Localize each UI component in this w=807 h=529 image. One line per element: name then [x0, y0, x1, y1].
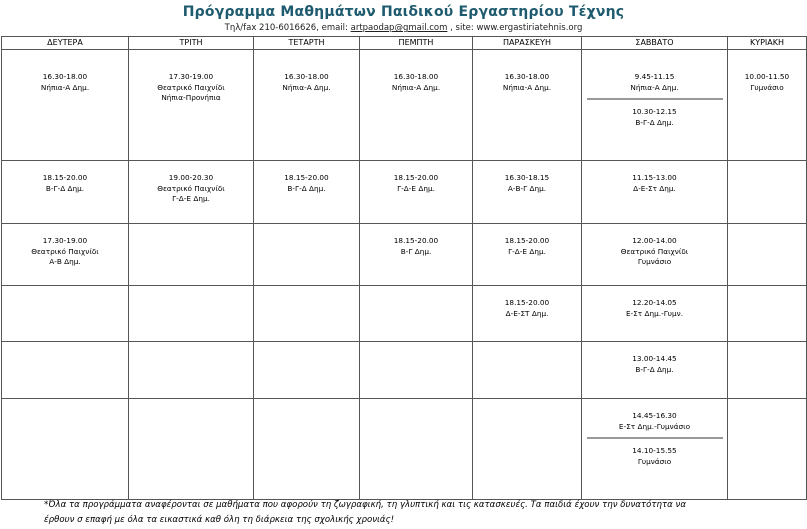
footnote [44, 498, 784, 528]
slot-label: Α-Β-Γ Δημ. [507, 183, 547, 193]
schedule-cell [360, 286, 473, 342]
schedule-cell [254, 50, 360, 161]
email-link[interactable]: artpaodap@gmail.com [350, 23, 448, 33]
schedule-cell [129, 286, 254, 342]
slot-time: 16.30-18.00 [42, 72, 88, 81]
schedule-cell [360, 399, 473, 500]
class-slot [360, 173, 472, 194]
schedule-row [2, 399, 807, 500]
class-slot [582, 446, 727, 467]
schedule-cell [728, 342, 807, 399]
day-header: ΠΑΡΑΣΚΕΥΗ [473, 37, 582, 50]
schedule-cell [129, 161, 254, 224]
schedule-cell [254, 286, 360, 342]
slot-label: Νήπια-Α Δημ. [40, 82, 90, 92]
schedule-cell [582, 286, 728, 342]
slot-label: Νήπια-Α Δημ. [282, 82, 331, 92]
slot-label: Ε-Στ Δημ.-Γυμν. [625, 308, 684, 318]
schedule-cell [582, 224, 728, 286]
schedule-cell [129, 342, 254, 399]
class-slot [254, 173, 359, 194]
schedule-cell [473, 342, 582, 399]
class-slot [473, 173, 581, 194]
slot-time: 18.15-20.00 [393, 236, 439, 245]
schedule-cell [360, 161, 473, 224]
slot-time: 14.10-15.55 [632, 446, 677, 455]
slot-label: Β-Γ-Δ Δημ. [635, 117, 674, 127]
class-slot [254, 72, 359, 93]
contact-line [0, 23, 807, 33]
schedule-cell [129, 399, 254, 500]
schedule-cell [2, 399, 129, 500]
slot-label: Νήπια-Α Δημ. [391, 82, 441, 92]
class-slot [582, 411, 727, 432]
slot-label: Θεατρικό Παιχνίδι [620, 246, 689, 256]
class-slot [582, 354, 727, 375]
slot-time: 18.15-20.00 [42, 173, 88, 182]
slot-label: Νήπια-Προνήπια [161, 93, 221, 102]
slot-divider [587, 98, 723, 100]
slot-time: 13.00-14.45 [632, 354, 677, 363]
slot-time: 11.15-13.00 [632, 173, 677, 182]
slot-time: 16.30-18.00 [284, 72, 329, 81]
schedule-row [2, 342, 807, 399]
slot-time: 18.15-20.00 [284, 173, 329, 182]
slot-label: Γυμνάσιο [637, 257, 672, 266]
slot-label: Γ-Δ-Ε Δημ. [397, 183, 435, 193]
schedule-cell [728, 399, 807, 500]
class-slot [582, 72, 727, 93]
schedule-table [1, 36, 807, 500]
class-slot [582, 107, 727, 128]
class-slot [728, 72, 806, 93]
schedule-cell [728, 224, 807, 286]
day-header: ΣΑΒΒΑΤΟ [582, 37, 728, 50]
schedule-row [2, 161, 807, 224]
slot-label: Θεατρικό Παιχνίδι [157, 82, 225, 92]
schedule-row [2, 50, 807, 161]
schedule-cell [254, 342, 360, 399]
class-slot [2, 173, 128, 194]
schedule-cell [582, 50, 728, 161]
schedule-cell [582, 161, 728, 224]
slot-time: 17.30-19.00 [42, 236, 88, 245]
day-header: ΔΕΥΤΕΡΑ [2, 37, 129, 50]
slot-time: 10.00-11.50 [744, 72, 790, 81]
schedule-cell [582, 342, 728, 399]
day-header: ΤΕΤΑΡΤΗ [254, 37, 360, 50]
schedule-cell [473, 50, 582, 161]
schedule-cell [254, 161, 360, 224]
class-slot [473, 72, 581, 93]
slot-time: 19.00-20.30 [168, 173, 214, 182]
class-slot [360, 236, 472, 257]
slot-time: 14.45-16.30 [632, 411, 677, 420]
footnote-line: *Όλα τα προγράμματα αναφέρονται σε μαθήματα που αφορούν τη ζωγραφική, τη γλυπτική και τις κατασκευές. Τα παιδιά έχουν την δυνατότητα να [44, 500, 687, 510]
slot-label: Θεατρικό Παιχνίδι [31, 246, 99, 256]
slot-label: Ε-Στ Δημ.-Γυμνάσιο [618, 421, 691, 431]
slot-time: 18.15-20.00 [504, 236, 550, 245]
class-slot [473, 236, 581, 257]
slot-time: 16.30-18.15 [504, 173, 550, 182]
schedule-cell [2, 224, 129, 286]
slot-label: Γυμνάσιο [750, 82, 784, 92]
footnote-line: έρθουν σ επαφή με όλα τα εικαστικά καθ όλη τη διάρκεια της σχολικής χρονιάς! [44, 515, 395, 525]
schedule-cell [473, 161, 582, 224]
schedule-cell [728, 50, 807, 161]
schedule-cell [2, 161, 129, 224]
schedule-cell [473, 224, 582, 286]
class-slot [129, 72, 253, 104]
slot-time: 18.15-20.00 [504, 298, 550, 307]
slot-time: 9.45-11.15 [634, 72, 675, 81]
slot-label: Θεατρικό Παιχνίδι [157, 183, 225, 193]
slot-label: Γ-Δ-Ε Δημ. [172, 194, 210, 203]
schedule-cell [129, 224, 254, 286]
header-row [2, 37, 807, 50]
schedule-row [2, 224, 807, 286]
page-title: Πρόγραμμα Μαθημάτων Παιδικού Εργαστηρίου Τέχνης [182, 4, 625, 20]
day-header: ΠΕΜΠΤΗ [360, 37, 473, 50]
slot-label: Β-Γ-Δ Δημ. [287, 183, 326, 193]
class-slot [582, 298, 727, 319]
schedule-cell [360, 50, 473, 161]
schedule-row [2, 286, 807, 342]
schedule-cell [254, 399, 360, 500]
class-slot [129, 173, 253, 205]
slot-time: 17.30-19.00 [168, 72, 214, 81]
schedule-cell [582, 399, 728, 500]
schedule-cell [360, 224, 473, 286]
contact-site: , site: www.ergastiriatehnis.org [447, 23, 583, 33]
day-header: ΤΡΙΤΗ [129, 37, 254, 50]
slot-time: 16.30-18.00 [504, 72, 550, 81]
slot-divider [587, 437, 723, 439]
class-slot [2, 236, 128, 268]
slot-label: Νήπια-Α Δημ. [502, 82, 552, 92]
schedule-cell [473, 286, 582, 342]
schedule-cell [360, 342, 473, 399]
schedule-body [2, 50, 807, 500]
schedule-cell [2, 50, 129, 161]
slot-label: Δ-Ε-ΣΤ Δημ. [505, 308, 549, 318]
slot-label: Β-Γ-Δ Δημ. [45, 183, 85, 193]
slot-time: 16.30-18.00 [393, 72, 439, 81]
slot-label: Γ-Δ-Ε Δημ. [508, 246, 546, 256]
slot-time: 10.30-12.15 [632, 107, 677, 116]
class-slot [360, 72, 472, 93]
slot-label: Γυμνάσιο [637, 456, 672, 466]
schedule-cell [473, 399, 582, 500]
class-slot [582, 173, 727, 194]
class-slot [582, 236, 727, 268]
slot-time: 12.20-14.05 [632, 298, 677, 307]
schedule-cell [129, 50, 254, 161]
class-slot [2, 72, 128, 93]
slot-label: Α-Β Δημ. [49, 257, 81, 266]
schedule-cell [728, 286, 807, 342]
schedule-cell [254, 224, 360, 286]
slot-label: Β-Γ-Δ Δημ. [635, 364, 674, 374]
slot-time: 12.00-14.00 [632, 236, 677, 245]
schedule-cell [2, 286, 129, 342]
day-header: ΚΥΡΙΑΚΗ [728, 37, 807, 50]
slot-label: Νήπια-Α Δημ. [630, 82, 679, 92]
contact-phone: Τηλ/fax 210-6016626, email: [224, 23, 351, 33]
slot-time: 18.15-20.00 [393, 173, 439, 182]
slot-label: Δ-Ε-Στ Δημ. [633, 183, 676, 193]
schedule-cell [728, 161, 807, 224]
class-slot [473, 298, 581, 319]
schedule-cell [2, 342, 129, 399]
slot-label: Β-Γ Δημ. [400, 246, 432, 256]
